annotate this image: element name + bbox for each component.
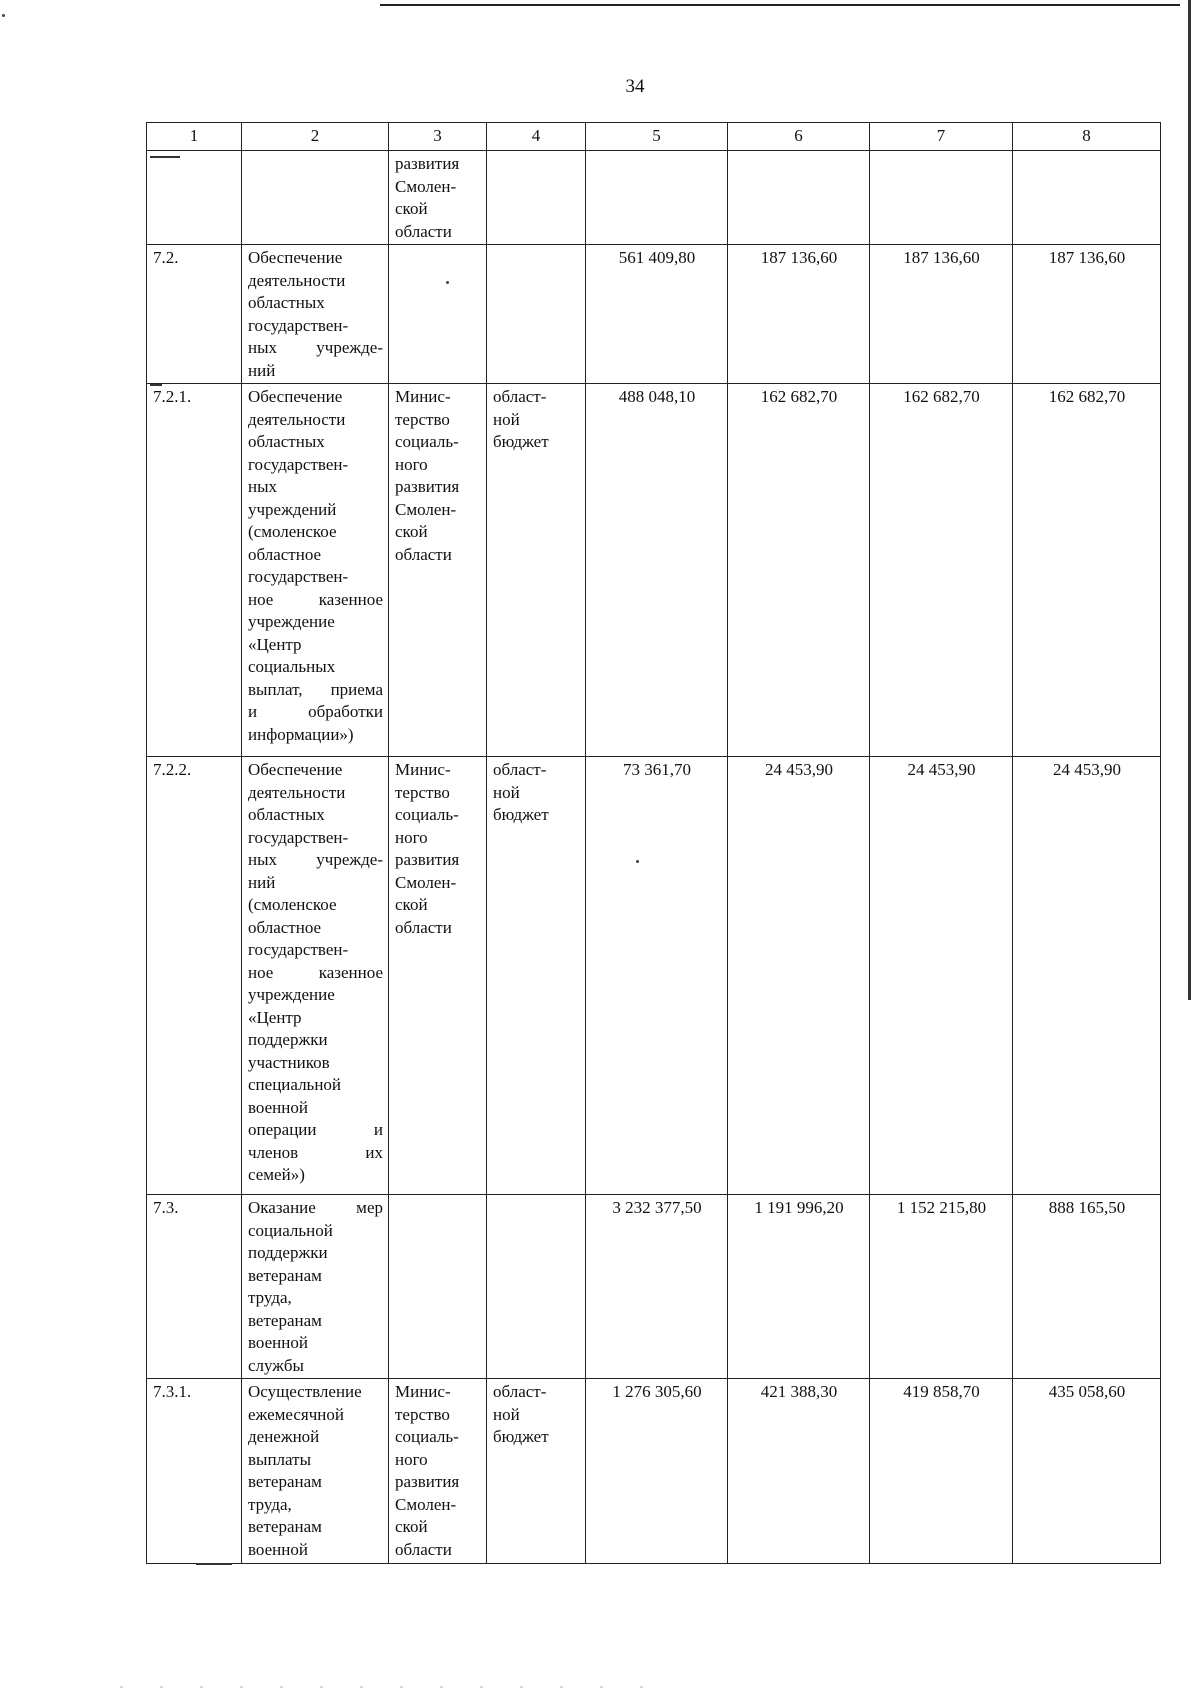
- row-name-line: деятельности: [248, 270, 346, 290]
- scan-dash: [150, 156, 180, 158]
- row-name-line: ных: [248, 477, 278, 496]
- row-name-line: военной: [248, 1333, 308, 1352]
- row-executor: [389, 245, 487, 384]
- row-name: [242, 1195, 389, 1379]
- row-name-line: государствен-: [248, 315, 349, 335]
- row-name-line: ветеранам: [248, 1517, 322, 1536]
- column-header: 7: [870, 123, 1013, 151]
- row-name-line: государствен-: [248, 940, 349, 959]
- row-name-line: учреждение: [248, 612, 335, 631]
- row-value-year-3: 187 136,60: [1013, 245, 1161, 384]
- row-name-line: учреждений: [248, 499, 337, 519]
- row-name-line: ветеранам: [248, 1310, 322, 1330]
- row-number: 7.2.: [147, 245, 242, 384]
- row-name-line: государствен-: [248, 567, 349, 586]
- row-executor: Минис- терство социаль- ного развития Смолен- ской области: [389, 1379, 487, 1564]
- column-header: 1: [147, 123, 242, 151]
- row-name-line: областных: [248, 805, 325, 824]
- row-name: [242, 151, 389, 245]
- row-value-total: 1 276 305,60: [586, 1379, 728, 1564]
- row-name-line: ежемесячной: [248, 1404, 344, 1424]
- row-name: [242, 384, 389, 757]
- row-name-line: государствен-: [248, 827, 349, 847]
- row-executor: [389, 1195, 487, 1379]
- row-value-year-1: 421 388,30: [728, 1379, 870, 1564]
- row-name-line: «Центр: [248, 1007, 302, 1027]
- row-name-line: социальных: [248, 657, 336, 676]
- row-value-year-3: 888 165,50: [1013, 1195, 1161, 1379]
- column-header: 4: [487, 123, 586, 151]
- row-name-line: государствен-: [248, 454, 349, 474]
- row-value-year-1: [728, 151, 870, 245]
- row-name: [242, 245, 389, 384]
- row-value-year-2: 1 152 215,80: [870, 1195, 1013, 1379]
- row-value-year-3: [1013, 151, 1161, 245]
- row-source: област- ной бюджет: [487, 384, 586, 757]
- row-executor: Минис- терство социаль- ного развития Смолен- ской области: [389, 384, 487, 757]
- row-number: 7.3.1.: [147, 1379, 242, 1564]
- row-name-line: областное: [248, 544, 322, 564]
- row-name-line: областных: [248, 293, 325, 312]
- column-header: 5: [586, 123, 728, 151]
- column-header: 6: [728, 123, 870, 151]
- row-name-line: Обеспечение: [248, 760, 343, 779]
- row-executor: Минис- терство социаль- ного развития Смолен- ской области: [389, 757, 487, 1195]
- row-name: [242, 1379, 389, 1564]
- row-name-line: (смоленское: [248, 522, 337, 541]
- row-name-line: ное казенное: [248, 589, 383, 609]
- row-name-line: военной: [248, 1097, 308, 1117]
- budget-table: [146, 122, 1161, 1564]
- row-value-year-3: 24 453,90: [1013, 757, 1161, 1195]
- row-value-year-2: 24 453,90: [870, 757, 1013, 1195]
- table-row: [147, 757, 1161, 1195]
- row-name-line: ное казенное: [248, 962, 383, 982]
- row-value-year-2: 162 682,70: [870, 384, 1013, 757]
- row-executor: развития Смолен- ской области: [389, 151, 487, 245]
- row-name-line: Обеспечение: [248, 387, 343, 406]
- row-name-line: службы: [248, 1355, 304, 1375]
- row-value-total: 3 232 377,50: [586, 1195, 728, 1379]
- row-name-line: ных учрежде-: [248, 338, 383, 357]
- row-number: 7.2.2.: [147, 757, 242, 1195]
- row-number: 7.3.: [147, 1195, 242, 1379]
- scan-noise: [120, 1686, 680, 1688]
- row-name: [242, 757, 389, 1195]
- row-name-line: семей»): [248, 1165, 305, 1184]
- row-value-year-1: 187 136,60: [728, 245, 870, 384]
- row-name-line: труда,: [248, 1494, 292, 1514]
- column-header: 3: [389, 123, 487, 151]
- top-rule: [380, 4, 1180, 6]
- page-number: 34: [625, 76, 645, 97]
- row-name-line: поддержки: [248, 1030, 328, 1049]
- row-value-year-3: 435 058,60: [1013, 1379, 1161, 1564]
- row-name-line: Оказание мер: [248, 1198, 383, 1217]
- row-name-line: ветеранам: [248, 1472, 322, 1491]
- row-source: [487, 1195, 586, 1379]
- row-name-line: (смоленское: [248, 895, 337, 914]
- column-header: 2: [242, 123, 389, 151]
- row-source: [487, 151, 586, 245]
- row-value-year-1: 162 682,70: [728, 384, 870, 757]
- row-number: 7.2.1.: [147, 384, 242, 757]
- row-name-line: выплаты: [248, 1449, 311, 1469]
- row-name-line: социальной: [248, 1220, 333, 1240]
- row-name-line: учреждение: [248, 985, 335, 1004]
- row-value-year-3: 162 682,70: [1013, 384, 1161, 757]
- row-name-line: операции и: [248, 1120, 383, 1139]
- table-row: [147, 384, 1161, 757]
- row-name-line: областное: [248, 917, 322, 937]
- row-name-line: военной: [248, 1539, 308, 1559]
- row-name-line: членов их: [248, 1142, 383, 1162]
- scan-dash: [196, 1563, 232, 1565]
- row-value-year-2: 187 136,60: [870, 245, 1013, 384]
- row-name-line: участников: [248, 1052, 330, 1072]
- row-name-line: информации»): [248, 724, 354, 744]
- row-name-line: ных учрежде-: [248, 850, 383, 869]
- row-name-line: поддержки: [248, 1243, 328, 1262]
- row-name-line: деятельности: [248, 409, 346, 429]
- row-name-line: областных: [248, 432, 325, 451]
- row-value-total: [586, 151, 728, 245]
- table-row: [147, 245, 1161, 384]
- row-value-total: 561 409,80: [586, 245, 728, 384]
- row-name-line: специальной: [248, 1075, 342, 1094]
- row-number: [147, 151, 242, 245]
- row-name-line: выплат, приема: [248, 679, 383, 699]
- table-row: [147, 151, 1161, 245]
- row-name-line: Осуществление: [248, 1382, 362, 1401]
- row-name-line: денежной: [248, 1427, 320, 1446]
- row-name-line: Обеспечение: [248, 248, 343, 267]
- column-header: 8: [1013, 123, 1161, 151]
- row-value-total: 73 361,70: [586, 757, 728, 1195]
- scan-speck: [636, 860, 639, 863]
- row-value-year-1: 24 453,90: [728, 757, 870, 1195]
- row-name-line: ветеранам: [248, 1265, 322, 1285]
- row-name-line: и обработки: [248, 702, 383, 721]
- table-header-row: [147, 123, 1161, 151]
- row-name-line: ний: [248, 872, 276, 892]
- scan-speck: [446, 281, 449, 284]
- page-edge-line: [1188, 0, 1191, 1000]
- row-value-year-1: 1 191 996,20: [728, 1195, 870, 1379]
- scan-dash: [150, 384, 162, 386]
- row-name-line: ний: [248, 360, 276, 380]
- scan-speck: [2, 14, 5, 17]
- row-source: област- ной бюджет: [487, 757, 586, 1195]
- row-value-total: 488 048,10: [586, 384, 728, 757]
- row-source: област- ной бюджет: [487, 1379, 586, 1564]
- row-name-line: деятельности: [248, 782, 346, 802]
- table-row: [147, 1195, 1161, 1379]
- row-name-line: «Центр: [248, 634, 302, 654]
- row-value-year-2: 419 858,70: [870, 1379, 1013, 1564]
- row-name-line: труда,: [248, 1288, 292, 1307]
- table-row: [147, 1379, 1161, 1564]
- row-source: [487, 245, 586, 384]
- row-value-year-2: [870, 151, 1013, 245]
